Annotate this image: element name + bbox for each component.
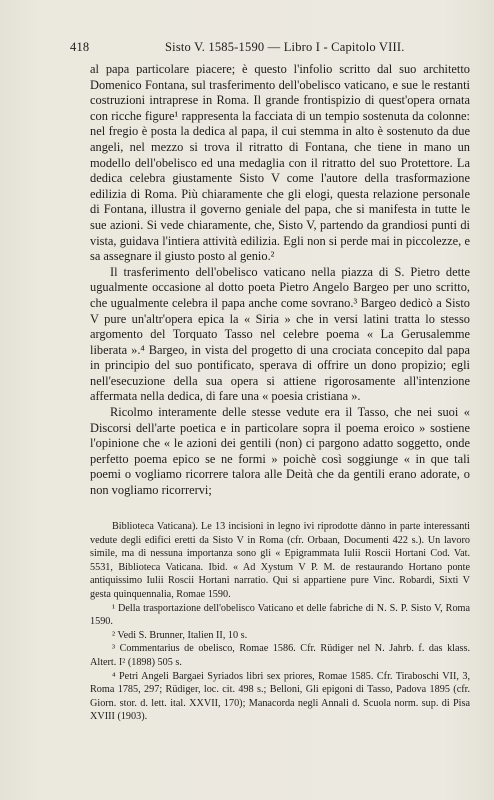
footnote-1: ¹ Della trasportazione dell'obelisco Vaticano et delle fabriche di N. S. P. Sisto V, Roma 1590. bbox=[90, 602, 470, 628]
footnote-3: ³ Commentarius de obelisco, Romae 1586. Cfr. Rüdiger nel N. Jahrb. f. das klass. Altert. I² (1898) 505 s. bbox=[90, 643, 470, 668]
footnote-continuation: Biblioteca Vaticana). Le 13 incisioni in legno ivi riprodotte dànno in parte interessanti vedute degli edifici eretti da Sisto V in Roma (cfr. Orbaan, Documenti 422 s.). Un lavoro simile, ma di nessuna importanza sono gli « Epigrammata Iulii Roscii Hortani Cod. Vat. 5531, Biblioteca Vaticana. Ibid. « Ad Xystum V P. M. de restaurando Hortano ponte antiquissimo Iulii Roscii Hortani narratio. Qui si appartiene pure Vinc. Robardi, Sixti V gesta quinquennalia, Romae 1590. bbox=[90, 521, 470, 600]
paragraph: Ricolmo interamente delle stesse vedute era il Tasso, che nei suoi « Discorsi dell'arte poetica e in particolare sopra il poema eroico » sostiene l'opinione che « le azioni dei gentili (non) ci pargono adatto soggetto, onde perfetto poema epico se ne formi » poichè così soggiunge « in que tali poemi o vogliamo ricorrere talora alle Deità che da gentili erano adorate, o non vogliamo ricorrervi; bbox=[90, 405, 470, 498]
footnote-separator bbox=[90, 514, 470, 515]
main-text bbox=[90, 62, 470, 499]
paragraph: Il trasferimento dell'obelisco vaticano nella piazza di S. Pietro dette ugualmente occasione al dotto poeta Pietro Angelo Bargeo per uno scritto, che ugualmente celebra il papa anche come sovrano.³ Bargeo dedicò a Sisto V pure un'altr'opera epica la « Siria » che in versi latini tratta lo stesso argomento del Torquato Tasso nel celebre poema « La Gerusalemme liberata ».⁴ Bargeo, in vista del progetto di una crociata concepito dal papa in principio del suo pontificato, sperava di offrire un dono propizio; egli nell'esecuzione della sua opera si attiene rigorosamente all'intenzione affermata nella dedica, di fare una « poesia cristiana ». bbox=[90, 264, 470, 404]
running-title: Sisto V. 1585-1590 — Libro I - Capitolo VIII. bbox=[165, 40, 405, 54]
footnote-4: ⁴ Petri Angeli Bargaei Syriados libri sex priores, Romae 1585. Cfr. Tiraboschi VII, 3, Roma 1785, 297; Rüdiger, loc. cit. 498 s.; Belloni, Gli epigoni di Tasso, Padova 1895 (cfr. Giorn. stor. d. lett. ital. XXVII, 170); Manacorda negli Annali d. Scuola norm. sup. di Pisa XVIII (1903). bbox=[90, 670, 470, 723]
page-number: 418 bbox=[70, 40, 90, 54]
running-header bbox=[70, 40, 460, 58]
footnotes bbox=[90, 520, 470, 724]
footnote-2: ² Vedi S. Brunner, Italien II, 10 s. bbox=[112, 629, 248, 641]
paragraph: al papa particolare piacere; è questo l'infolio scritto dal suo architetto Domenico Fontana, sul trasferimento dell'obelisco vaticano, e sue le restanti costruzioni intraprese in Roma. Il grande frontispizio di quest'opera ornata con ricche figure¹ rappresenta la facciata di un tempio sostenuta da colonne: nel fregio è posta la dedica al papa, il cui stemma in alto è sostenuto da due angeli, nel mezzo si trova il ritratto di Fontana, che tiene in mano un modello dell'obelisco ed una medaglia con il ritratto del suo Protettore. La dedica celebra giustamente Sisto V come l'autore della trasformazione edilizia di Roma. Più chiaramente che gli elogi, questa relazione personale di Fontana, illustra il governo geniale del papa, che si manifesta in tutte le sue azioni. Si vede chiaramente, che, Sisto V, partendo da grandiosi punti di vista, guidava l'intiera attività edilizia. Egli non si perde mai in piccolezze, e sa assegnare il giusto posto al genio.² bbox=[90, 62, 470, 264]
